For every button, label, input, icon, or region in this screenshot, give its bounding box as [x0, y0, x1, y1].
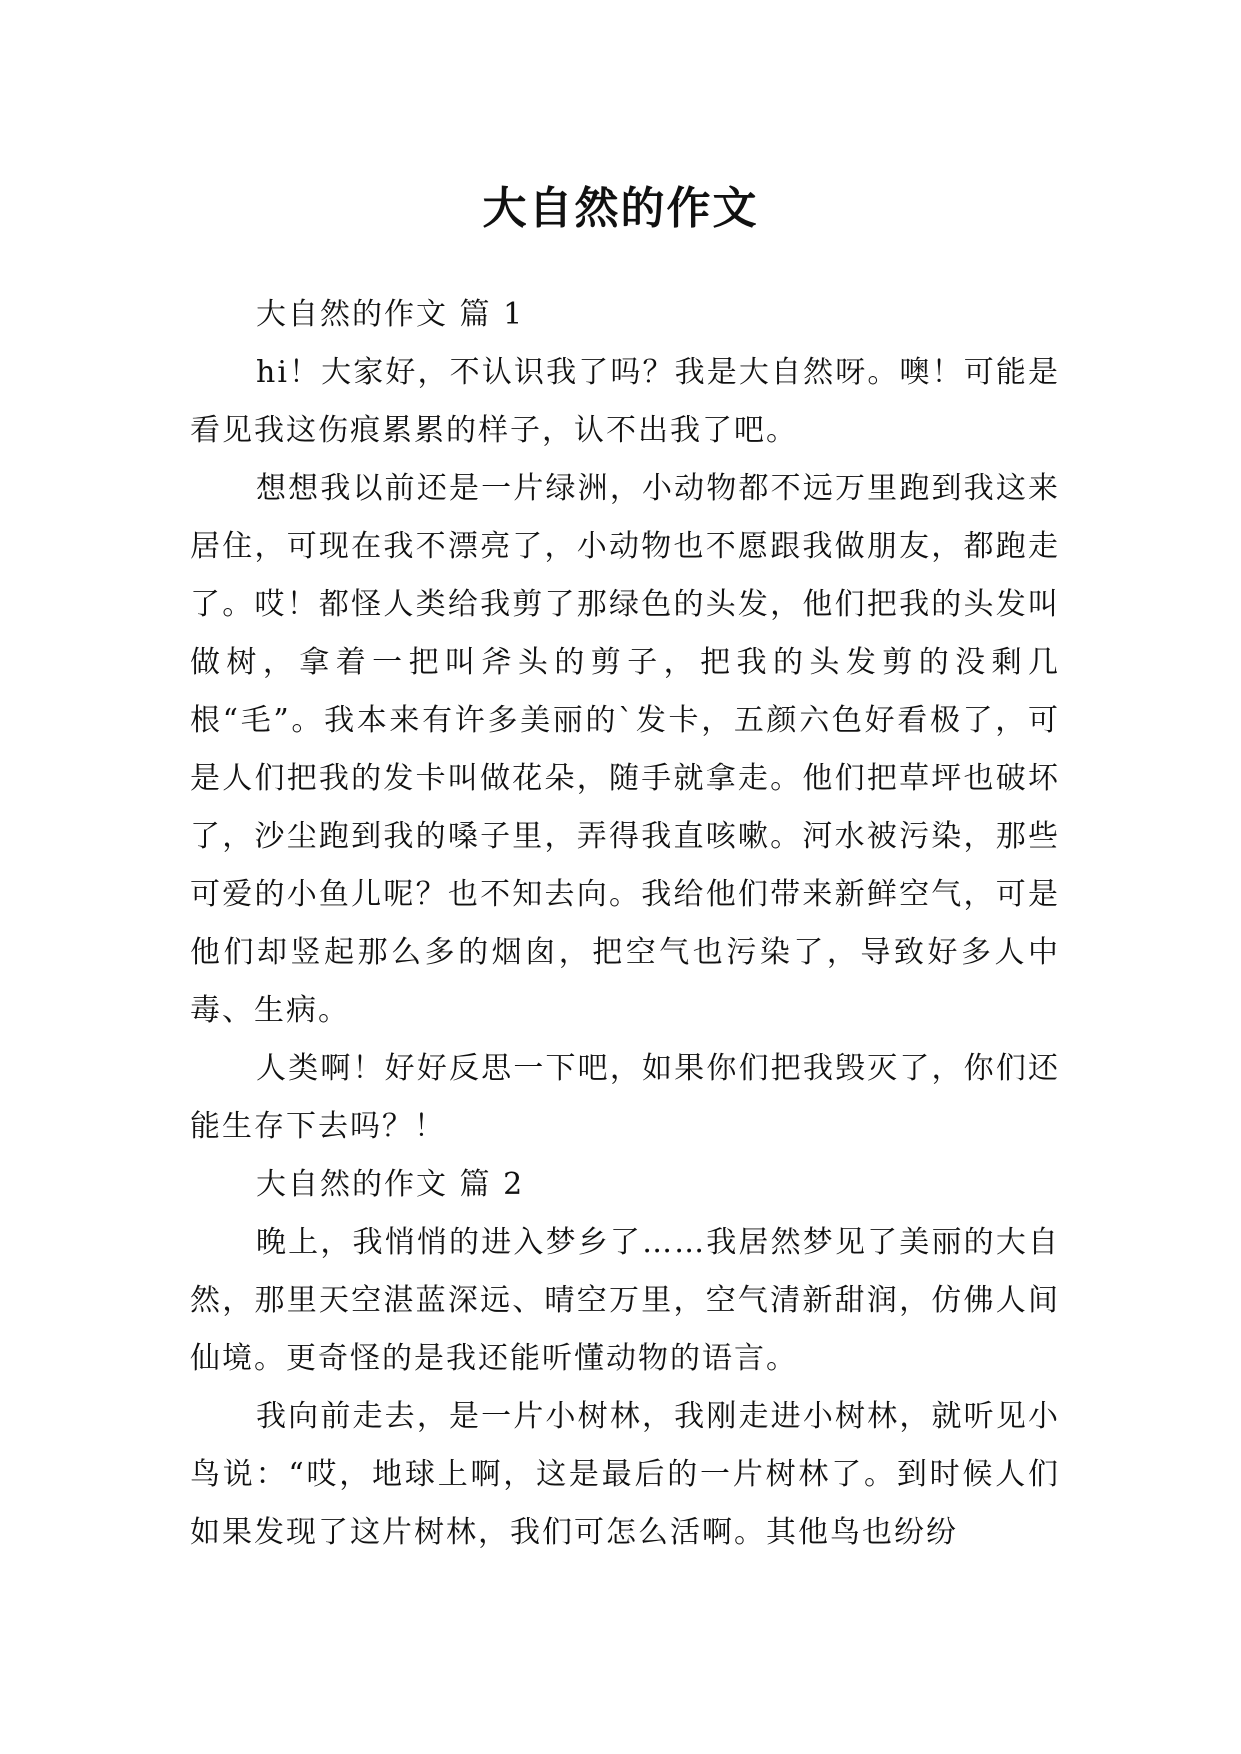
paragraph: 晚上，我悄悄的进入梦乡了……我居然梦见了美丽的大自然，那里天空湛蓝深远、晴空万里，空气清新甜润，仿佛人间仙境。更奇怪的是我还能听懂动物的语言。: [190, 1225, 1060, 1376]
section-heading: 大自然的作文 篇 1: [256, 297, 525, 332]
document-title: 大自然的作文: [482, 183, 759, 235]
paragraph: hi！大家好，不认识我了吗？我是大自然呀。噢！可能是看见我这伤痕累累的样子，认不出我了吧。: [190, 355, 1060, 448]
paragraph: 想想我以前还是一片绿洲，小动物都不远万里跑到我这来居住，可现在我不漂亮了，小动物也不愿跟我做朋友，都跑走了。哎！都怪人类给我剪了那绿色的头发，他们把我的头发叫做树，拿着一把叫斧头的剪子，把我的头发剪的没剩几根“毛”。我本来有许多美丽的`发卡，五颜六色好看极了，可是人们把我的发卡叫做花朵，随手就拿走。他们把草坪也破坏了，沙尘跑到我的嗓子里，弄得我直咳嗽。河水被污染，那些可爱的小鱼儿呢？也不知去向。我给他们带来新鲜空气，可是他们却竖起那么多的烟囱，把空气也污染了，导致好多人中毒、生病。: [190, 471, 1060, 1028]
paragraph: 我向前走去，是一片小树林，我刚走进小树林，就听见小鸟说：“哎，地球上啊，这是最后的一片树林了。到时候人们如果发现了这片树林，我们可怎么活啊。其他鸟也纷纷: [190, 1399, 1060, 1550]
section-1: [190, 286, 1060, 1156]
paragraph: 人类啊！好好反思一下吧，如果你们把我毁灭了，你们还能生存下去吗？！: [190, 1051, 1060, 1144]
document-body: [190, 286, 1060, 1562]
section-2: [190, 1156, 1060, 1562]
section-heading: 大自然的作文 篇 2: [256, 1167, 525, 1202]
